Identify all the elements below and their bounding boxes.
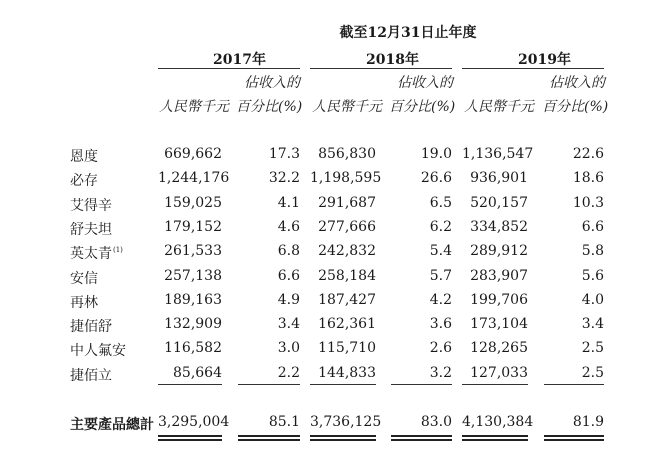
cell-value-2017: 159,025	[164, 195, 222, 211]
row-label	[70, 340, 126, 360]
cell-value-2019: 128,265	[470, 340, 528, 356]
cell-pct-2018: 26.6	[420, 170, 452, 186]
cell-pct-2018: 5.4	[429, 243, 452, 259]
total-pct-2017: 85.1	[268, 414, 300, 430]
rmb-header-2017: 人民幣千元	[159, 99, 229, 115]
product-name: 中人氟安	[70, 343, 126, 359]
cell-pct-2018: 5.7	[429, 268, 452, 284]
cell-value-2017: 669,662	[164, 146, 222, 162]
cell-pct-2018: 6.5	[429, 195, 452, 211]
total-double-rule-p2019	[544, 435, 604, 441]
footnote-marker: (1)	[113, 246, 123, 255]
row-label	[70, 365, 112, 385]
year-header-2018: 2018年	[366, 52, 419, 68]
cell-value-2018: 1,198,595	[310, 170, 382, 186]
cell-pct-2017: 2.2	[277, 365, 300, 381]
total-pct-2019: 81.9	[572, 414, 604, 430]
product-name: 安信	[70, 271, 98, 287]
cell-value-2019: 127,033	[470, 365, 528, 381]
rmb-header-2019: 人民幣千元	[464, 99, 534, 115]
total-double-rule-v2017	[158, 435, 222, 441]
cell-value-2019: 936,901	[470, 170, 528, 186]
cell-value-2017: 261,533	[164, 243, 222, 259]
cell-pct-2017: 6.6	[277, 268, 300, 284]
cell-value-2018: 258,184	[318, 268, 376, 284]
cell-value-2018: 162,361	[318, 316, 376, 332]
product-name: 必存	[70, 173, 98, 189]
cell-pct-2019: 5.8	[581, 243, 604, 259]
cell-pct-2018: 3.6	[429, 316, 452, 332]
subtotal-rule-v2017	[158, 384, 222, 385]
cell-pct-2017: 4.9	[277, 292, 300, 308]
rmb-header-2018: 人民幣千元	[312, 99, 382, 115]
total-double-rule-v2019	[462, 435, 528, 441]
cell-pct-2019: 2.5	[581, 340, 604, 356]
pct-header-top-2019: 佔收入的	[549, 75, 605, 91]
cell-pct-2019: 6.6	[581, 219, 604, 235]
product-name: 恩度	[70, 149, 98, 165]
cell-pct-2019: 4.0	[581, 292, 604, 308]
total-value-2017: 3,295,004	[158, 414, 230, 430]
product-name: 再林	[70, 295, 98, 311]
pct-header-bottom-2018: 百分比(%)	[389, 99, 456, 115]
row-label	[70, 219, 112, 239]
pct-header-top-2018: 佔收入的	[397, 75, 453, 91]
product-name: 捷佰立	[70, 368, 112, 384]
year-header-2019: 2019年	[518, 52, 571, 68]
subtotal-rule-v2019	[462, 384, 528, 385]
cell-value-2018: 856,830	[318, 146, 376, 162]
subtotal-rule-p2017	[238, 384, 300, 385]
product-name: 舒夫坦	[70, 222, 112, 238]
cell-value-2018: 144,833	[318, 365, 376, 381]
year-rule-2018	[310, 68, 452, 69]
cell-value-2017: 85,664	[173, 365, 222, 381]
cell-pct-2018: 4.2	[429, 292, 452, 308]
cell-value-2019: 1,136,547	[462, 146, 534, 162]
cell-pct-2017: 4.6	[277, 219, 300, 235]
cell-value-2019: 199,706	[470, 292, 528, 308]
cell-pct-2017: 17.3	[268, 146, 300, 162]
row-label	[70, 243, 123, 263]
product-name: 艾得辛	[70, 198, 112, 214]
cell-value-2017: 132,909	[164, 316, 222, 332]
row-label	[70, 195, 112, 215]
cell-value-2018: 277,666	[318, 219, 376, 235]
cell-pct-2017: 3.4	[277, 316, 300, 332]
total-double-rule-v2018	[310, 435, 376, 441]
row-label	[70, 292, 98, 312]
total-double-rule-p2017	[238, 435, 300, 441]
total-value-2019: 4,130,384	[462, 414, 534, 430]
subtotal-rule-p2018	[391, 384, 452, 385]
pct-header-top-2017: 佔收入的	[244, 75, 300, 91]
total-double-rule-p2018	[391, 435, 452, 441]
cell-pct-2017: 6.8	[277, 243, 300, 259]
cell-value-2017: 257,138	[164, 268, 222, 284]
pct-header-bottom-2019: 百分比(%)	[542, 99, 609, 115]
row-label	[70, 268, 98, 288]
cell-value-2019: 334,852	[470, 219, 528, 235]
cell-value-2017: 1,244,176	[158, 170, 230, 186]
row-label	[70, 316, 112, 336]
total-value-2018: 3,736,125	[310, 414, 382, 430]
cell-pct-2018: 6.2	[429, 219, 452, 235]
cell-pct-2019: 2.5	[581, 365, 604, 381]
cell-value-2018: 291,687	[318, 195, 376, 211]
cell-value-2019: 173,104	[470, 316, 528, 332]
cell-value-2018: 187,427	[318, 292, 376, 308]
product-name: 英太青	[70, 246, 112, 262]
cell-pct-2017: 3.0	[277, 340, 300, 356]
cell-value-2017: 189,163	[164, 292, 222, 308]
subtotal-rule-v2018	[310, 384, 376, 385]
cell-value-2018: 242,832	[318, 243, 376, 259]
cell-pct-2019: 5.6	[581, 268, 604, 284]
pct-header-bottom-2017: 百分比(%)	[236, 99, 303, 115]
cell-value-2019: 289,912	[470, 243, 528, 259]
cell-value-2019: 283,907	[470, 268, 528, 284]
cell-pct-2018: 3.2	[429, 365, 452, 381]
cell-pct-2017: 4.1	[277, 195, 300, 211]
product-name: 捷佰舒	[70, 319, 112, 335]
cell-pct-2018: 2.6	[429, 340, 452, 356]
cell-pct-2018: 19.0	[420, 146, 452, 162]
cell-value-2017: 116,582	[164, 340, 222, 356]
total-label: 主要產品總計	[70, 417, 154, 433]
cell-pct-2019: 22.6	[572, 146, 604, 162]
cell-value-2018: 115,710	[318, 340, 376, 356]
cell-value-2017: 179,152	[164, 219, 222, 235]
subtotal-rule-p2019	[544, 384, 604, 385]
row-label	[70, 170, 98, 190]
cell-value-2019: 520,157	[470, 195, 528, 211]
cell-pct-2017: 32.2	[268, 170, 300, 186]
table-super-header: 截至12月31日止年度	[339, 25, 477, 41]
year-rule-2019	[462, 68, 604, 69]
total-pct-2018: 83.0	[420, 414, 452, 430]
cell-pct-2019: 18.6	[572, 170, 604, 186]
cell-pct-2019: 3.4	[581, 316, 604, 332]
cell-pct-2019: 10.3	[572, 195, 604, 211]
year-header-2017: 2017年	[213, 52, 266, 68]
year-rule-2017	[158, 68, 300, 69]
row-label	[70, 146, 98, 166]
